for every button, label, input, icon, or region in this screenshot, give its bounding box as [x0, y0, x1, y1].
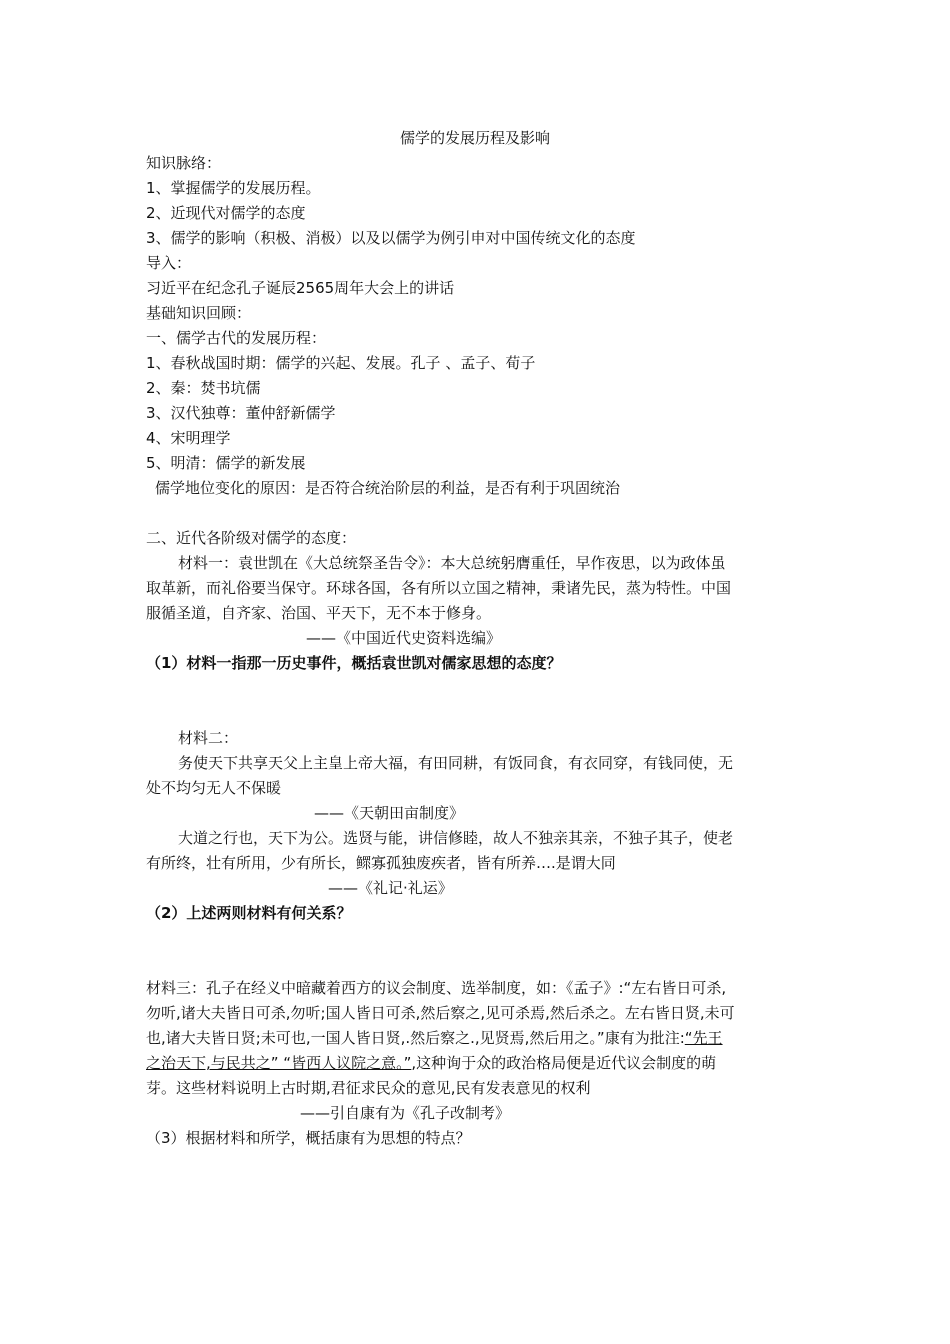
page-title: 儒学的发展历程及影响: [399, 129, 550, 147]
material2-line: 大道之行也，天下为公。选贤与能，讲信修睦，故人不独亲其亲，不独子其子，使老: [178, 829, 734, 847]
knowledge-item: 3、儒学的影响（积极、消极）以及以儒学为例引申对中国传统文化的态度: [146, 229, 636, 247]
material3-text: ,这种询于众的政治格局便是近代议会制度的萌: [411, 1054, 717, 1072]
knowledge-heading: 知识脉络：: [146, 154, 222, 172]
section1-item: 2、秦：焚书坑儒: [146, 379, 261, 397]
section1-reason: 儒学地位变化的原因：是否符合统治阶层的利益，是否有利于巩固统治: [155, 479, 621, 497]
material3-line: 材料三：孔子在经义中暗藏着西方的议会制度、选举制度，如：《孟子》:“左右皆日可杀,: [146, 979, 727, 997]
material3-line: 芽。这些材料说明上古时期,君征求民众的意见,民有发表意见的权利: [146, 1079, 591, 1097]
material2-source: ——《礼记·礼运》: [328, 879, 453, 897]
section2-title: 二、近代各阶级对儒学的态度：: [146, 529, 357, 547]
material2-source: ——《天朝田亩制度》: [314, 804, 465, 822]
material3-line: 勿听,诸大夫皆日可杀,勿听;国人皆日可杀,然后察之,见可杀焉,然后杀之。左右皆日贤,未可: [146, 1004, 735, 1022]
review-heading: 基础知识回顾：: [146, 304, 252, 322]
material2-line: 处不均匀无人不保暖: [146, 779, 282, 797]
section1-title: 一、儒学古代的发展历程：: [146, 329, 327, 347]
material3-underlined-text: 之治天下,与民共之” “皆西人议院之意。”: [146, 1054, 412, 1072]
material1-line: 服循圣道，自齐家、治国、平天下，无不本于修身。: [146, 604, 492, 622]
intro-text: 习近平在纪念孔子诞辰2565周年大会上的讲话: [146, 279, 455, 297]
intro-heading: 导入：: [146, 254, 192, 272]
knowledge-item: 1、掌握儒学的发展历程。: [146, 179, 321, 197]
question-2: （2）上述两则材料有何关系？: [146, 904, 352, 922]
material3-underlined-text: “先王: [684, 1029, 723, 1047]
question-3: （3）根据材料和所学，概括康有为思想的特点？: [146, 1129, 471, 1147]
material3-source: ——引自康有为《孔子改制考》: [300, 1104, 511, 1122]
material3-line: [146, 1053, 716, 1073]
knowledge-item: 2、近现代对儒学的态度: [146, 204, 306, 222]
material3-text: 也,诸大夫皆日贤;未可也,一国人皆日贤,.然后察之.,见贤焉,然后用之。”康有为批注:: [146, 1029, 685, 1047]
section1-item: 5、明清：儒学的新发展: [146, 454, 306, 472]
material2-line: 务使天下共享天父上主皇上帝大福，有田同耕，有饭同食，有衣同穿，有钱同使，无: [178, 754, 734, 772]
material2-line: 有所终，壮有所用，少有所长，鳏寡孤独废疾者，皆有所养….是谓大同: [146, 854, 616, 872]
section1-item: 1、春秋战国时期：儒学的兴起、发展。孔子 、孟子、荀子: [146, 354, 536, 372]
material3-line: [146, 1028, 723, 1048]
material1-line: 取革新，而礼俗要当保守。环球各国，各有所以立国之精神，秉诸先民，蒸为特性。中国: [146, 579, 732, 597]
material1-line: 材料一：袁世凯在《大总统祭圣告令》：本大总统躬膺重任，早作夜思，以为政体虽: [178, 554, 726, 572]
section1-item: 3、汉代独尊：董仲舒新儒学: [146, 404, 336, 422]
section1-item: 4、宋明理学: [146, 429, 231, 447]
material1-source: ——《中国近代史资料选编》: [306, 629, 502, 647]
material2-label: 材料二：: [178, 729, 239, 747]
question-1: （1）材料一指那一历史事件，概括袁世凯对儒家思想的态度？: [146, 654, 562, 672]
